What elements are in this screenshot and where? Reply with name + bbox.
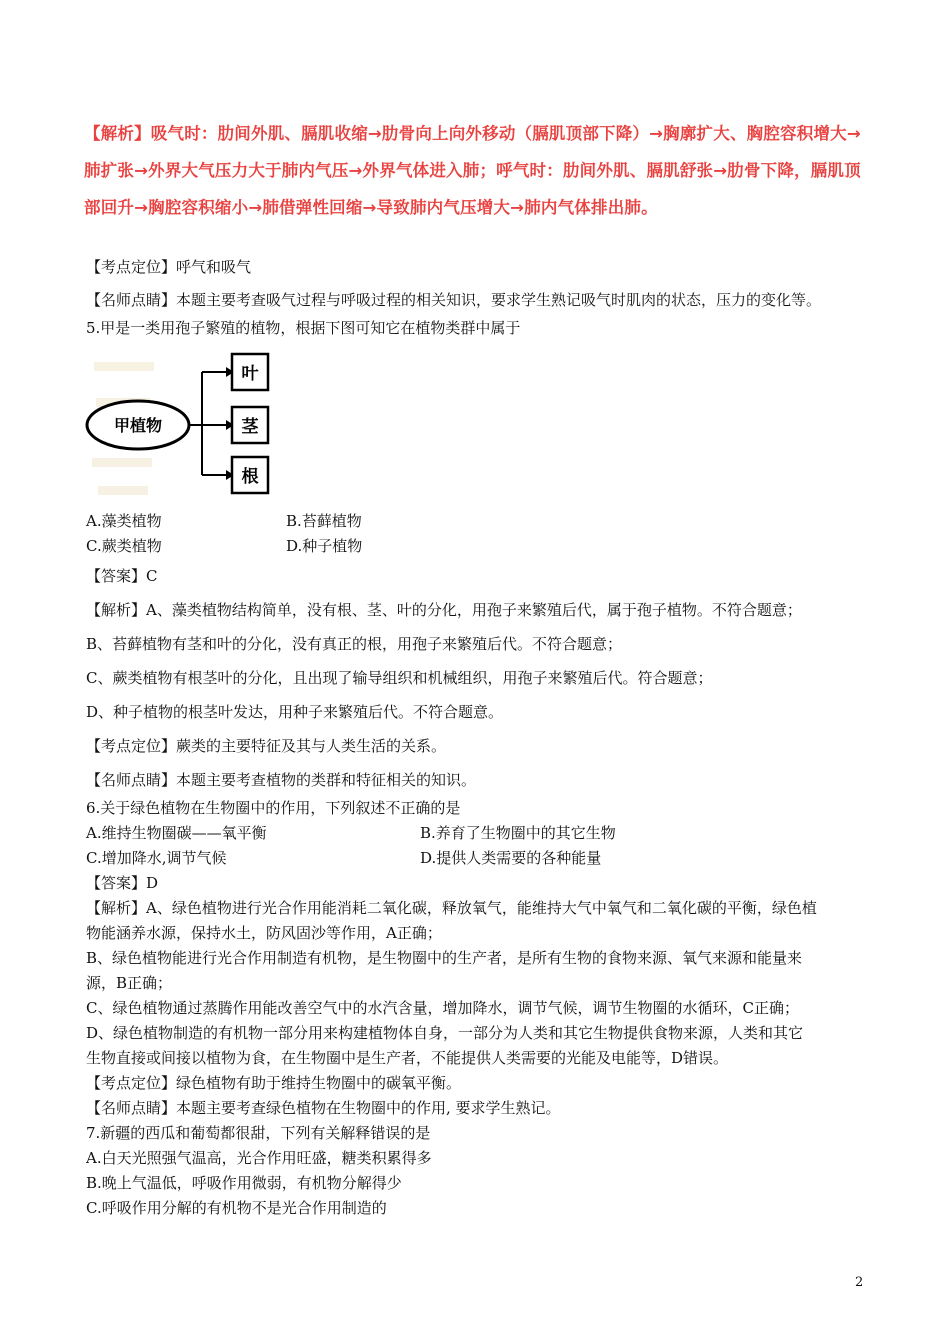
q5-option-b: B.苔藓植物 [286, 512, 362, 530]
root-label: 根 [241, 467, 259, 487]
connector-lines [189, 372, 226, 475]
q5-analysis-line: D、种子植物的根茎叶发达，用种子来繁殖后代。不符合题意。 [86, 703, 504, 721]
q5-analysis-line: C、蕨类植物有根茎叶的分化，且出现了输导组织和机械组织，用孢子来繁殖后代。符合题意； [86, 669, 713, 687]
q6-option-c: C.增加降水,调节气候 [86, 849, 227, 867]
leaf-label: 叶 [241, 364, 259, 384]
q7-option-c: C.呼吸作用分解的有机物不是光合作用制造的 [86, 1199, 387, 1217]
q6-comment: 【名师点睛】本题主要考查绿色植物在生物圈中的作用, 要求学生熟记。 [86, 1099, 561, 1117]
q7-option-b: B.晚上气温低，呼吸作用微弱，有机物分解得少 [86, 1174, 402, 1192]
q5-comment: 【名师点睛】本题主要考查植物的类群和特征相关的知识。 [86, 771, 477, 789]
q6-analysis-line: D、绿色植物制造的有机物一部分用来构建植物体自身，一部分为人类和其它生物提供食物来源，人类和其它 [86, 1024, 804, 1042]
q6-analysis-line: 【解析】A、绿色植物进行光合作用能消耗二氧化碳，释放氧气，能维持大气中氧气和二氧化碳的平衡，绿色植 [86, 899, 817, 917]
q6-analysis-line: 源，B正确； [86, 974, 173, 992]
q6-stem: 6.关于绿色植物在生物圈中的作用，下列叙述不正确的是 [86, 799, 461, 817]
q6-analysis-line: B、绿色植物能进行光合作用制造有机物，是生物圈中的生产者，是所有生物的食物来源、氧气来源和能量来 [86, 949, 803, 967]
q6-option-a: A.维持生物圈碳——氧平衡 [86, 824, 267, 842]
q5-analysis-line: 【解析】A、藻类植物结构简单，没有根、茎、叶的分化，用孢子来繁殖后代，属于孢子植物。不符合题意； [86, 601, 802, 619]
q6-analysis-line: C、绿色植物通过蒸腾作用能改善空气中的水汽含量，增加降水，调节气候，调节生物圈的水循环，C正确； [86, 999, 799, 1017]
page-number: 2 [855, 1275, 864, 1290]
q5-option-d: D.种子植物 [286, 537, 363, 555]
q6-answer: 【答案】D [86, 874, 159, 892]
q4-point: 【考点定位】呼气和吸气 [86, 258, 252, 276]
q5-option-c: C.蕨类植物 [86, 537, 162, 555]
center-label: 甲植物 [113, 416, 163, 435]
q5-plant-diagram [84, 340, 284, 505]
q5-stem: 5.甲是一类用孢子繁殖的植物，根据下图可知它在植物类群中属于 [86, 319, 521, 337]
q6-analysis-line: 生物直接或间接以植物为食，在生物圈中是生产者，不能提供人类需要的光能及电能等，D错误。 [86, 1049, 729, 1067]
q7-stem: 7.新疆的西瓜和葡萄都很甜，下列有关解释错误的是 [86, 1124, 431, 1142]
q5-point: 【考点定位】蕨类的主要特征及其与人类生活的关系。 [86, 737, 447, 755]
q5-analysis-line: B、苔藓植物有茎和叶的分化，没有真正的根，用孢子来繁殖后代。不符合题意； [86, 635, 623, 653]
q5-option-a: A.藻类植物 [86, 512, 162, 530]
q6-option-b: B.养育了生物圈中的其它生物 [420, 824, 616, 842]
q6-analysis-line: 物能涵养水源，保持水土，防风固沙等作用，A正确； [86, 924, 442, 942]
q7-option-a: A.白天光照强气温高，光合作用旺盛，糖类积累得多 [86, 1149, 432, 1167]
q6-point: 【考点定位】绿色植物有助于维持生物圈中的碳氧平衡。 [86, 1074, 462, 1092]
q4-comment: 【名师点睛】本题主要考查吸气过程与呼吸过程的相关知识，要求学生熟记吸气时肌肉的状态，压力的变化等。 [86, 291, 822, 309]
q4-analysis-red: 【解析】吸气时：肋间外肌、膈肌收缩→肋骨向上向外移动（膈肌顶部下降）→胸廓扩大、胸腔容积增大→肺扩张→外界大气压力大于肺内气压→外界气体进入肺；呼气时：肋间外肌、膈肌舒张→肋骨下降，膈肌顶部回升→胸腔容积缩小→肺借弹性回缩→导致肺内气压增大→肺内气体排出肺。 [84, 124, 861, 217]
q6-option-d: D.提供人类需要的各种能量 [420, 849, 602, 867]
stem-label: 茎 [241, 417, 259, 437]
q5-answer: 【答案】C [86, 567, 158, 585]
